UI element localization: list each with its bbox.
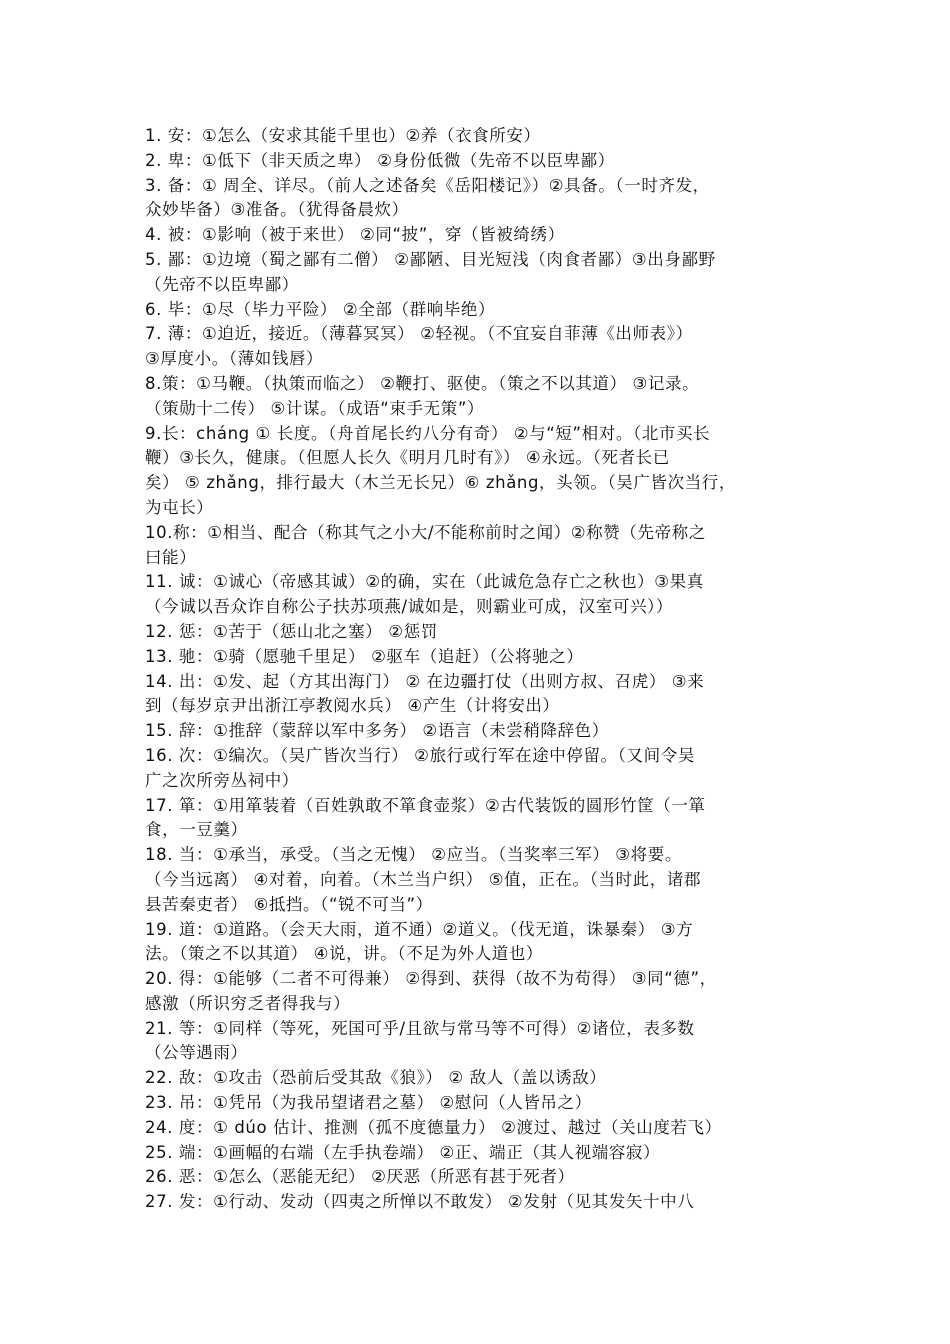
text-line: 广之次所旁丛祠中） (145, 770, 299, 790)
text-line: 21. 等：①同样（等死，死国可乎/且欲与常马等不可得）②诸位，表多数 (145, 1018, 695, 1038)
text-line: 9.长：cháng ① 长度。（舟首尾长约八分有奇） ②与“短”相对。（北市买长 (145, 423, 711, 443)
text-line: （先帝不以臣卑鄙） (145, 274, 299, 294)
text-line: 7. 薄：①迫近，接近。（薄暮冥冥） ②轻视。（不宜妄自菲薄《出师表》） (145, 324, 693, 344)
text-line: 曰能） (145, 547, 197, 567)
text-line: 20. 得：①能够（二者不可得兼） ②得到、获得（故不为苟得） ③同“德”， (145, 969, 717, 989)
text-line: 15. 辞：①推辞（蒙辞以军中多务） ②语言（未尝稍降辞色） (145, 721, 609, 741)
text-line: 27. 发：①行动、发动（四夷之所惮以不敢发） ②发射（见其发矢十中八 (145, 1192, 695, 1212)
text-line: 县苦秦吏者） ⑥抵挡。（“锐不可当”） (145, 894, 433, 914)
text-line: 为屯长） (145, 497, 214, 517)
text-line: 2. 卑：①低下（非天质之卑） ②身份低微（先帝不以臣卑鄙） (145, 150, 615, 170)
text-line: 13. 驰：①骑（愿驰千里足） ②驱车（追赶）（公将驰之） (145, 646, 584, 666)
text-line: 4. 被：①影响（被于来世） ②同“披”，穿（皆被绮绣） (145, 225, 565, 245)
text-line: 鞭）③长久，健康。（但愿人长久《明月几时有》） ④永远。（死者长已 (145, 448, 670, 468)
text-line: 到（每岁京尹出浙江亭教阅水兵） ④产生（计将安出） (145, 696, 560, 716)
text-line: （今诚以吾众诈自称公子扶苏项燕/诚如是，则霸业可成，汉室可兴）） (145, 597, 674, 617)
text-line: 19. 道：①道路。（会天大雨，道不通）②道义。（伐无道，诛暴秦） ③方 (145, 919, 694, 939)
text-line: 22. 敌：①攻击（恐前后受其敌《狼》） ② 敌人（盖以诱敌） (145, 1068, 607, 1088)
text-line: 1. 安：①怎么（安求其能千里也）②养（衣食所安） (145, 126, 541, 145)
text-line: 众妙毕备）③准备。（犹得备晨炊） (145, 200, 409, 220)
text-line: 11. 诚：①诚心（帝感其诚）②的确，实在（此诚危急存亡之秋也）③果真 (145, 572, 704, 592)
text-line: 法。（策之不以其道） ④说，讲。（不足为外人道也） (145, 944, 544, 964)
text-line: 3. 备：① 周全、详尽。（前人之述备矣《岳阳楼记》）②具备。（一时齐发， (145, 175, 710, 195)
text-line: 14. 出：①发、起（方其出海门） ② 在边疆打仗（出则方叔、召虎） ③来 (145, 671, 705, 691)
text-line: 18. 当：①承当，承受。（当之无愧） ②应当。（当奖率三军） ③将要。 (145, 845, 682, 865)
vocabulary-list (145, 124, 813, 1215)
text-line: 25. 端：①画幅的右端（左手执卷端） ②正、端正（其人视端容寂） (145, 1142, 661, 1162)
text-line: 26. 恶：①怎么（恶能无纪） ②厌恶（所恶有甚于死者） (145, 1167, 575, 1187)
text-line: 24. 度：① dúo 估计、推测（孤不度德量力） ②渡过、越过（关山度若飞） (145, 1117, 722, 1137)
text-line: 食，一豆羹） (145, 820, 248, 840)
text-line: 矣） ⑤ zhǎng，排行最大（木兰无长兄）⑥ zhǎng，头领。（吴广皆次当行， (145, 473, 736, 493)
text-line: 5. 鄙：①边境（蜀之鄙有二僧） ②鄙陋、目光短浅（肉食者鄙）③出身鄙野 (145, 249, 716, 269)
text-line: 16. 次：①编次。（吴广皆次当行） ②旅行或行军在途中停留。（又间令吴 (145, 745, 695, 765)
text-line: 10.称：①相当、配合（称其气之小大/不能称前时之闻）②称赞（先帝称之 (145, 522, 706, 542)
text-line: ③厚度小。（薄如钱唇） (145, 349, 324, 369)
text-line: 8.策：①马鞭。（执策而临之） ②鞭打、驱使。（策之不以其道） ③记录。 (145, 373, 700, 393)
text-line: 感激（所识穷乏者得我与） (145, 993, 351, 1013)
text-line: （公等遇雨） (145, 1043, 248, 1063)
text-line: 17. 箪：①用箪装着（百姓孰敢不箪食壶浆）②古代装饭的圆形竹筐（一箪 (145, 795, 706, 815)
text-line: 23. 吊：①凭吊（为我吊望诸君之墓） ②慰问（人皆吊之） (145, 1093, 592, 1113)
text-line: 6. 毕：①尽（毕力平险） ②全部（群响毕绝） (145, 299, 496, 319)
text-line: 12. 惩：①苦于（惩山北之塞） ②惩罚 (145, 621, 438, 641)
text-line: （今当远离） ④对着，向着。（木兰当户织） ⑤值，正在。（当时此，诸郡 (145, 869, 702, 889)
text-line: （策勋十二传） ⑤计谋。（成语“束手无策”） (145, 398, 485, 418)
